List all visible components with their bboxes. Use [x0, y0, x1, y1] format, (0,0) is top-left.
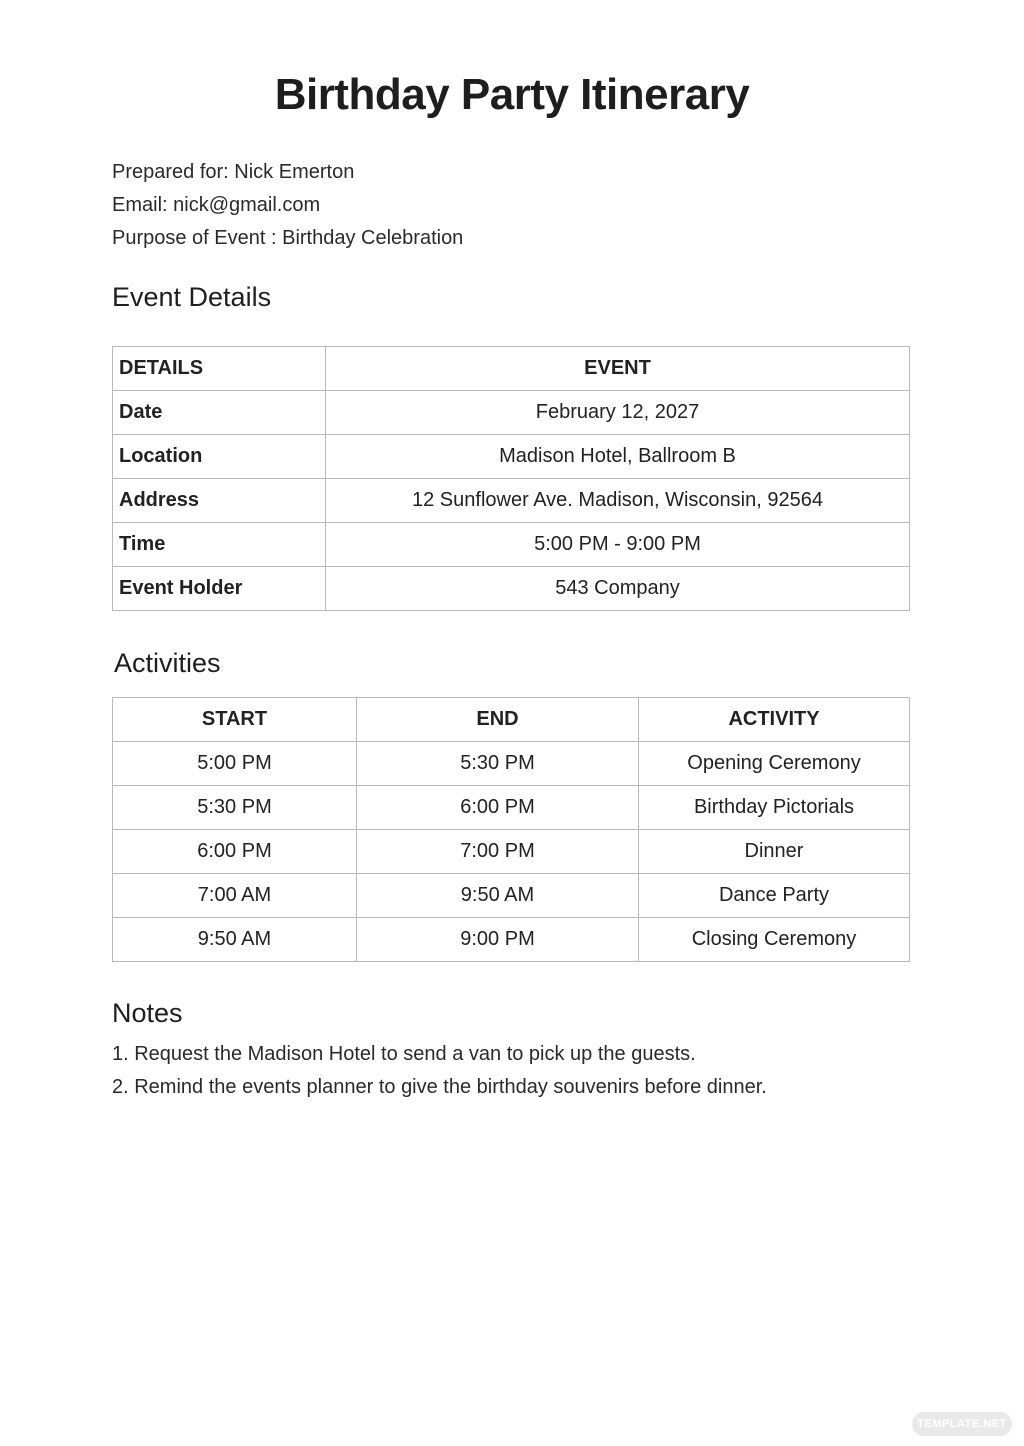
row-label: Event Holder: [113, 567, 326, 611]
row-label: Time: [113, 523, 326, 567]
table-row: [113, 786, 910, 830]
watermark-badge: TEMPLATE.NET: [912, 1412, 1012, 1436]
start-time: 5:30 PM: [113, 786, 357, 830]
table-row: [113, 435, 910, 479]
table-row: [113, 391, 910, 435]
notes-list: [112, 1038, 767, 1104]
table-row: [113, 874, 910, 918]
table-row: [113, 742, 910, 786]
row-value: Madison Hotel, Ballroom B: [326, 435, 910, 479]
note-item: 1. Request the Madison Hotel to send a van to pick up the guests.: [112, 1043, 696, 1065]
table-header-row: [113, 347, 910, 391]
activity-name: Birthday Pictorials: [639, 786, 910, 830]
row-value: 5:00 PM - 9:00 PM: [326, 523, 910, 567]
notes-heading: Notes: [112, 998, 183, 1028]
start-time: 7:00 AM: [113, 874, 357, 918]
end-time: 9:00 PM: [357, 918, 639, 962]
table-header-row: [113, 698, 910, 742]
row-value: 543 Company: [326, 567, 910, 611]
event-details-heading: Event Details: [112, 282, 272, 312]
column-header-activity: ACTIVITY: [639, 698, 910, 742]
row-value: 12 Sunflower Ave. Madison, Wisconsin, 92564: [326, 479, 910, 523]
end-time: 5:30 PM: [357, 742, 639, 786]
end-time: 7:00 PM: [357, 830, 639, 874]
row-label: Date: [113, 391, 326, 435]
activity-name: Dinner: [639, 830, 910, 874]
activities-heading: Activities: [114, 648, 221, 678]
row-label: Location: [113, 435, 326, 479]
column-header-start: START: [113, 698, 357, 742]
column-header-event: EVENT: [326, 347, 910, 391]
table-row: [113, 479, 910, 523]
email: Email: nick@gmail.com: [112, 194, 321, 216]
table-row: [113, 830, 910, 874]
column-header-details: DETAILS: [113, 347, 326, 391]
activity-name: Dance Party: [639, 874, 910, 918]
activities-table: [112, 697, 910, 962]
activity-name: Closing Ceremony: [639, 918, 910, 962]
purpose-of-event: Purpose of Event : Birthday Celebration: [112, 227, 464, 249]
document-meta: [112, 156, 463, 255]
start-time: 6:00 PM: [113, 830, 357, 874]
table-row: [113, 523, 910, 567]
start-time: 9:50 AM: [113, 918, 357, 962]
row-value: February 12, 2027: [326, 391, 910, 435]
page-title: Birthday Party Itinerary: [274, 70, 750, 119]
table-row: [113, 567, 910, 611]
event-details-table: [112, 346, 910, 611]
end-time: 6:00 PM: [357, 786, 639, 830]
table-row: [113, 918, 910, 962]
activity-name: Opening Ceremony: [639, 742, 910, 786]
start-time: 5:00 PM: [113, 742, 357, 786]
note-item: 2. Remind the events planner to give the birthday souvenirs before dinner.: [112, 1076, 767, 1098]
column-header-end: END: [357, 698, 639, 742]
row-label: Address: [113, 479, 326, 523]
end-time: 9:50 AM: [357, 874, 639, 918]
prepared-for: Prepared for: Nick Emerton: [112, 161, 355, 183]
